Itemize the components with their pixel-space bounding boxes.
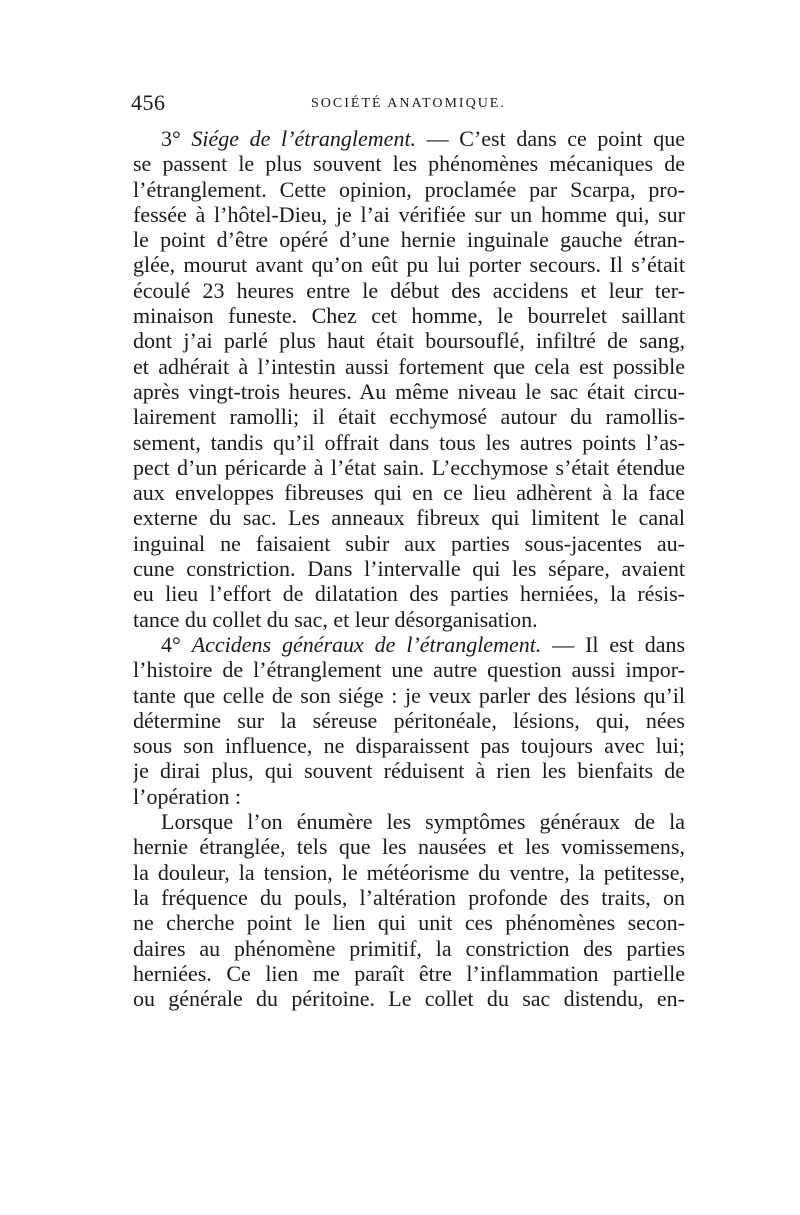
text-line: cune constriction. Dans l’intervalle qui les sépare, avaient bbox=[133, 556, 685, 582]
section-number: 3° bbox=[161, 126, 181, 151]
text-line: minaison funeste. Chez cet homme, le bourrelet saillant bbox=[133, 303, 685, 329]
text-line: herniées. Ce lien me paraît être l’inflammation partielle bbox=[133, 960, 685, 986]
text-line: l’opération : bbox=[133, 783, 242, 809]
text-line: — C’est dans ce point que bbox=[416, 126, 685, 151]
paragraph-first-line bbox=[133, 632, 685, 657]
text-line: ou générale du péritoine. Le collet du sac distendu, en- bbox=[133, 986, 685, 1012]
text-line: glée, mourut avant qu’on eût pu lui porter secours. Il s’était bbox=[133, 252, 685, 278]
text-line: daires au phénomène primitif, la constriction des parties bbox=[133, 935, 685, 961]
paragraph-symptomes bbox=[133, 809, 685, 1011]
section-heading: Siége de l’étranglement. bbox=[191, 126, 417, 151]
text-line: écoulé 23 heures entre le début des accidens et leur ter- bbox=[133, 277, 685, 303]
text-line: la douleur, la tension, le météorisme du ventre, la petitesse, bbox=[133, 859, 685, 885]
text-line: hernie étranglée, tels que les nausées et les vomissemens, bbox=[133, 834, 685, 860]
text-line: externe du sac. Les anneaux fibreux qui limitent le canal bbox=[133, 505, 685, 531]
text-line: lairement ramolli; il était ecchymosé autour du ramollis- bbox=[133, 404, 685, 430]
text-line: l’histoire de l’étranglement une autre question aussi impor- bbox=[133, 657, 685, 683]
text-line: aux enveloppes fibreuses qui en ce lieu adhèrent à la face bbox=[133, 480, 685, 506]
text-line: le point d’être opéré d’une hernie inguinale gauche étran- bbox=[133, 227, 685, 253]
text-line: dont j’ai parlé plus haut était boursouflé, infiltré de sang, bbox=[133, 328, 685, 354]
text-line: sous son influence, ne disparaissent pas toujours avec lui; bbox=[133, 733, 685, 759]
paragraph-siege bbox=[133, 126, 685, 632]
text-line: et adhérait à l’intestin aussi fortement que cela est possible bbox=[133, 353, 685, 379]
text-line: l’étranglement. Cette opinion, proclamée par Scarpa, pro- bbox=[133, 176, 685, 202]
text-line: fessée à l’hôtel-Dieu, je l’ai vérifiée sur un homme qui, sur bbox=[133, 201, 685, 227]
page-header bbox=[131, 90, 686, 118]
section-heading: Accidens généraux de l’étranglement. bbox=[191, 631, 542, 657]
text-line: détermine sur la séreuse péritonéale, lésions, qui, nées bbox=[133, 707, 685, 733]
page-number: 456 bbox=[131, 90, 166, 115]
paragraph-first-line bbox=[133, 126, 685, 151]
text-line: sement, tandis qu’il offrait dans tous les autres points l’as- bbox=[133, 429, 685, 455]
text-line: se passent le plus souvent les phénomènes mécaniques de bbox=[133, 151, 685, 177]
text-line: tance du collet du sac, et leur désorganisation. bbox=[133, 606, 538, 632]
text-line: eu lieu l’effort de dilatation des parties herniées, la résis- bbox=[133, 581, 685, 607]
section-number: 4° bbox=[161, 631, 181, 657]
text-line: — Il est dans bbox=[541, 631, 685, 657]
text-line: inguinal ne faisaient subir aux parties sous-jacentes au- bbox=[133, 530, 685, 556]
body-text bbox=[133, 126, 685, 1011]
text-line: après vingt-trois heures. Au même niveau le sac était circu- bbox=[133, 378, 685, 404]
text-line: pect d’un péricarde à l’état sain. L’ecchymose s’était étendue bbox=[133, 454, 685, 480]
text-line: ne cherche point le lien qui unit ces phénomènes secon- bbox=[133, 910, 685, 936]
text-line: Lorsque l’on énumère les symptômes généraux de la bbox=[161, 809, 685, 835]
text-line: je dirai plus, qui souvent réduisent à rien les bienfaits de bbox=[133, 758, 685, 784]
running-title: SOCIÉTÉ ANATOMIQUE. bbox=[311, 96, 506, 111]
paragraph-accidens bbox=[133, 632, 685, 809]
text-line: la fréquence du pouls, l’altération profonde des traits, on bbox=[133, 884, 685, 910]
text-line: tante que celle de son siége : je veux parler des lésions qu’il bbox=[133, 682, 685, 708]
